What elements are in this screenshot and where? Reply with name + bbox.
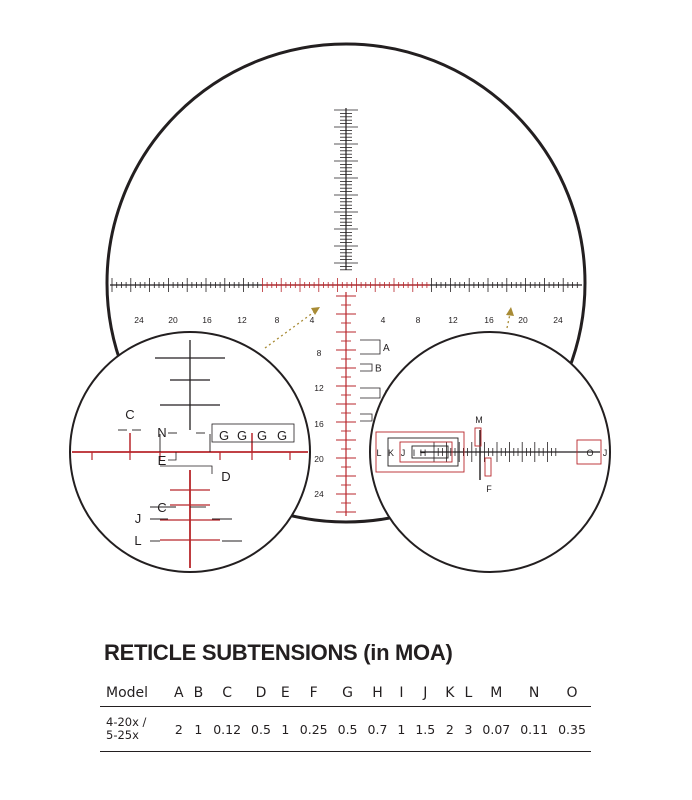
value-cell: 1.5 <box>415 721 436 737</box>
value-cell: 0.12 <box>213 721 242 737</box>
left-inset-label: G <box>236 428 248 443</box>
left-inset-label: G <box>256 428 268 443</box>
left-inset-label: E <box>157 453 167 468</box>
callout-label: B <box>375 363 382 375</box>
left-inset-label: L <box>134 533 142 548</box>
column-header: H <box>363 680 393 707</box>
column-header: N <box>515 680 553 707</box>
horizontal-scale-label: 4 <box>380 315 386 325</box>
column-header: G <box>333 680 363 707</box>
value-cell: 0.25 <box>299 721 328 737</box>
right-inset-label: M <box>475 415 483 425</box>
horizontal-scale-label: 20 <box>518 315 528 325</box>
horizontal-scale-label: 16 <box>484 315 494 325</box>
column-header: D <box>246 680 276 707</box>
value-cell: 2 <box>445 721 454 737</box>
horizontal-scale-label: 8 <box>274 315 280 325</box>
column-header: B <box>189 680 209 707</box>
value-cell: 0.5 <box>251 721 271 737</box>
value-cell: 0.7 <box>367 721 388 737</box>
horizontal-scale-label: 20 <box>168 315 178 325</box>
value-cell: 0.07 <box>482 721 511 737</box>
model-header: Model <box>100 680 169 707</box>
column-header: I <box>392 680 410 707</box>
column-header: E <box>276 680 295 707</box>
right-inset-label: J <box>400 448 406 458</box>
value-cell: 3 <box>464 721 473 737</box>
table-row <box>100 707 591 752</box>
right-inset-label: I <box>412 448 416 458</box>
column-header: K <box>440 680 459 707</box>
left-inset-label: G <box>276 428 288 443</box>
horizontal-scale-label: 24 <box>134 315 144 325</box>
left-inset-label: N <box>157 425 167 440</box>
column-header: F <box>295 680 333 707</box>
subtension-table <box>100 680 591 752</box>
column-header: L <box>459 680 477 707</box>
horizontal-scale-label: 4 <box>309 315 315 325</box>
right-inset-label: J <box>602 448 608 458</box>
value-cell: 0.11 <box>520 721 549 737</box>
left-inset-label: G <box>218 428 230 443</box>
value-cell: 1 <box>194 721 203 737</box>
vertical-scale-label: 20 <box>314 454 324 464</box>
table-header-row <box>100 680 591 707</box>
table-title: RETICLE SUBTENSIONS (in MOA) <box>104 640 453 665</box>
vertical-scale-label: 8 <box>316 348 322 358</box>
value-cell: 2 <box>174 721 183 737</box>
vertical-scale-label: 16 <box>314 419 324 429</box>
left-inset-label: C <box>125 407 135 422</box>
left-inset-label: D <box>221 469 231 484</box>
column-header: A <box>169 680 189 707</box>
column-header: M <box>477 680 515 707</box>
vertical-scale-label: 24 <box>314 489 324 499</box>
left-inset-label: C <box>157 500 167 515</box>
right-inset-label: L <box>376 448 382 458</box>
left-inset-label: J <box>134 511 142 526</box>
model-line-1: 4-20x / <box>106 715 147 729</box>
horizontal-scale-label: 24 <box>553 315 563 325</box>
right-inset-label: H <box>419 448 427 458</box>
right-inset-label: K <box>387 448 395 458</box>
horizontal-scale-label: 8 <box>415 315 421 325</box>
value-cell: 0.5 <box>337 721 358 737</box>
column-header: O <box>553 680 591 707</box>
value-cell: 1 <box>281 721 290 737</box>
horizontal-scale-label: 12 <box>448 315 458 325</box>
value-cell: 0.35 <box>558 721 586 737</box>
model-line-2: 5-25x <box>106 728 139 742</box>
value-cell: 1 <box>397 721 406 737</box>
vertical-scale-label: 12 <box>314 383 324 393</box>
horizontal-scale-label: 16 <box>202 315 212 325</box>
column-header: J <box>410 680 440 707</box>
column-header: C <box>208 680 246 707</box>
right-inset-label: F <box>486 484 492 494</box>
right-inset-label: O <box>586 448 594 458</box>
model-cell <box>100 707 169 752</box>
horizontal-scale-label: 12 <box>237 315 247 325</box>
callout-label: A <box>383 343 390 354</box>
